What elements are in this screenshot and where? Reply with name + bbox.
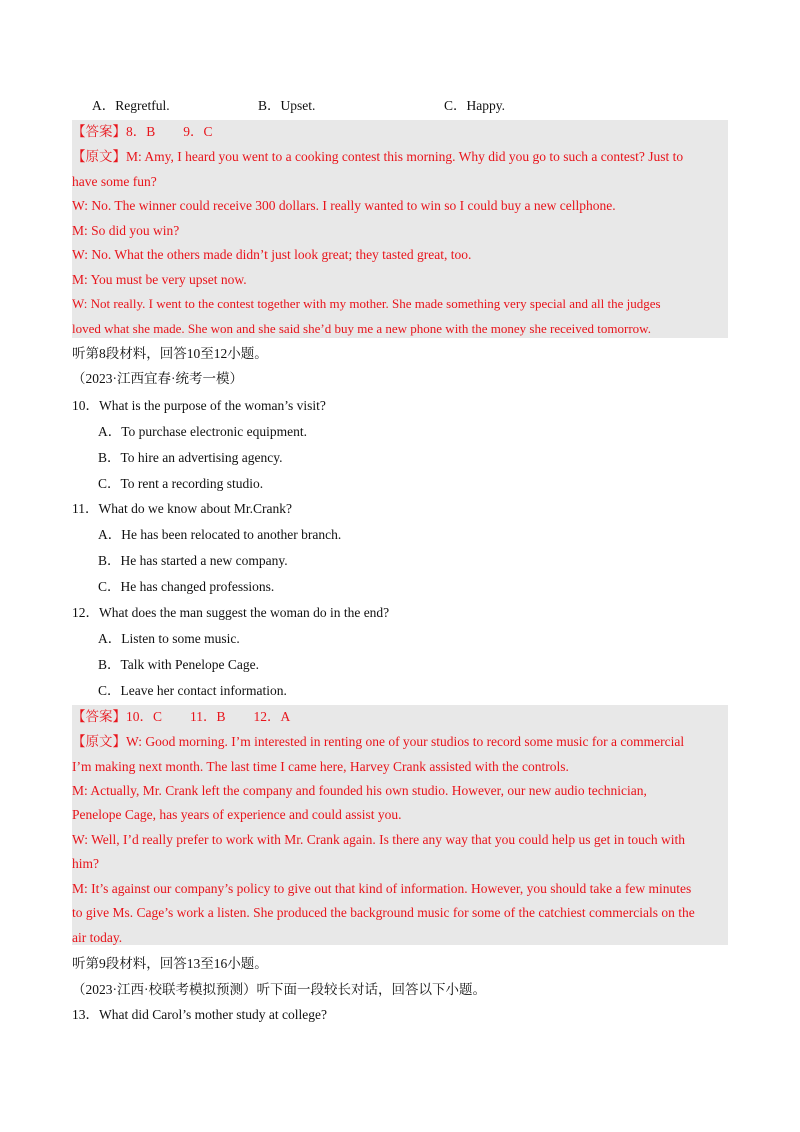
- transcript-line: M: It’s against our company’s policy to give out that kind of information. However, you should take a few minutes: [72, 881, 692, 896]
- transcript-line: air today.: [72, 930, 123, 945]
- transcript-line: [72, 733, 684, 751]
- answer-tag-1: [72, 123, 213, 141]
- question-10: 10．What is the purpose of the woman’s visit?: [72, 398, 326, 413]
- option-b-upset: B．Upset.: [258, 98, 316, 113]
- transcript-label: 【原文】: [72, 149, 126, 164]
- question-12: 12．What does the man suggest the woman do in the end?: [72, 605, 390, 620]
- option-12-c: C．Leave her contact information.: [98, 683, 287, 698]
- option-11-a: A．He has been relocated to another branch.: [98, 527, 342, 542]
- transcript-line: Penelope Cage, has years of experience and could assist you.: [72, 807, 402, 822]
- option-11-c: C．He has changed professions.: [98, 579, 275, 594]
- option-10-c: C．To rent a recording studio.: [98, 476, 264, 491]
- option-10-a: A．To purchase electronic equipment.: [98, 424, 307, 439]
- answer-9: 9．C: [183, 124, 213, 139]
- transcript-line: W: Not really. I went to the contest together with my mother. She made something very special and all the judges: [72, 296, 661, 311]
- answer-12: 12．A: [253, 709, 291, 724]
- transcript-line: M: You must be very upset now.: [72, 272, 247, 287]
- answer-11: 11．B: [190, 709, 226, 724]
- transcript-line: him?: [72, 856, 99, 871]
- transcript-line: W: Well, I’d really prefer to work with Mr. Crank again. Is there any way that you could help us get in touch with: [72, 832, 686, 847]
- option-12-b: B．Talk with Penelope Cage.: [98, 657, 260, 672]
- transcript-line: to give Ms. Cage’s work a listen. She produced the background music for some of the catchiest commercials on the: [72, 905, 695, 920]
- answer-tag-2: [72, 708, 290, 726]
- transcript-line: loved what she made. She won and she said she’d buy me a new phone with the money she received tomorrow.: [72, 321, 651, 336]
- transcript-line: M: So did you win?: [72, 223, 180, 238]
- option-12-a: A．Listen to some music.: [98, 631, 240, 646]
- transcript-label: 【原文】: [72, 734, 126, 749]
- answer-10: 10．C: [126, 709, 163, 724]
- source-note: （2023·江西·校联考模拟预测）听下面一段较长对话，回答以下小题。: [72, 982, 486, 997]
- transcript-line: [72, 148, 683, 166]
- answer-label: 【答案】: [72, 124, 126, 139]
- transcript-text: M: Amy, I heard you went to a cooking contest this morning. Why did you go to such a contest? Just to: [126, 149, 684, 164]
- option-10-b: B．To hire an advertising agency.: [98, 450, 283, 465]
- transcript-line: have some fun?: [72, 174, 157, 189]
- transcript-line: M: Actually, Mr. Crank left the company and founded his own studio. However, our new audio technician,: [72, 783, 647, 798]
- transcript-line: W: No. What the others made didn’t just look great; they tasted great, too.: [72, 247, 472, 262]
- question-13: 13．What did Carol’s mother study at college?: [72, 1007, 327, 1022]
- transcript-line: W: No. The winner could receive 300 dollars. I really wanted to win so I could buy a new cellphone.: [72, 198, 616, 213]
- transcript-line: I’m making next month. The last time I came here, Harvey Crank assisted with the controls.: [72, 759, 569, 774]
- section-heading: 听第9段材料，回答13至16小题。: [72, 956, 268, 971]
- option-a-regretful: A．Regretful.: [92, 98, 170, 113]
- transcript-text: W: Good morning. I’m interested in renting one of your studios to record some music for a commercial: [126, 734, 685, 749]
- question-11: 11．What do we know about Mr.Crank?: [72, 501, 292, 516]
- option-c-happy: C．Happy.: [444, 98, 505, 113]
- source-note: （2023·江西宜春·统考一模）: [72, 371, 243, 386]
- option-11-b: B．He has started a new company.: [98, 553, 288, 568]
- section-heading: 听第8段材料，回答10至12小题。: [72, 346, 268, 361]
- answer-8: 8．B: [126, 124, 156, 139]
- answer-label: 【答案】: [72, 709, 126, 724]
